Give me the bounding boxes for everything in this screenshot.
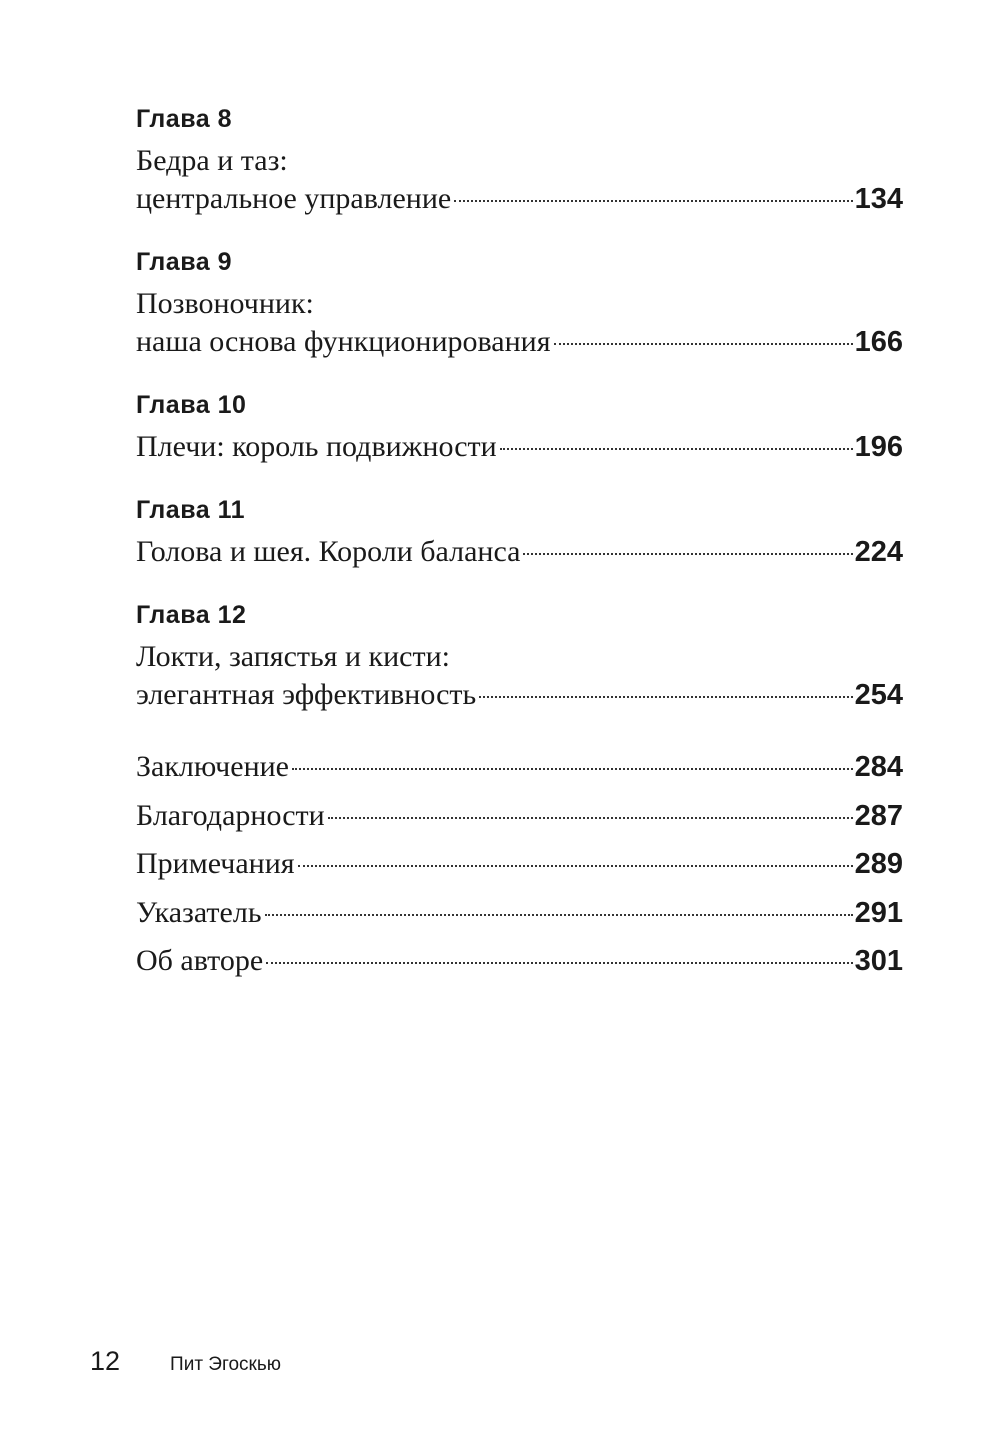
dot-leader	[454, 200, 852, 202]
toc-entry-row	[136, 323, 903, 361]
toc-entry-row	[136, 676, 903, 714]
footer-page-number: 12	[90, 1346, 121, 1376]
chapter-label: Глава 10	[136, 391, 247, 419]
toc-entry-row	[136, 889, 903, 938]
chapter-label: Глава 9	[136, 248, 233, 276]
chapter-label: Глава 11	[136, 496, 246, 524]
toc-back-matter	[136, 743, 903, 986]
chapter-title-line: Голова и шея. Короли баланса	[136, 535, 521, 568]
chapter-title-line: Бедра и таз:	[136, 144, 288, 177]
dot-leader	[554, 343, 853, 345]
dot-leader	[265, 914, 853, 916]
page-number: 301	[854, 945, 903, 977]
dot-leader	[298, 865, 853, 867]
table-of-contents	[136, 104, 903, 986]
entry-title: Благодарности	[136, 798, 325, 832]
dot-leader	[266, 962, 852, 964]
toc-chapter-11	[136, 495, 903, 571]
dot-leader	[292, 768, 853, 770]
toc-entry-row	[136, 937, 903, 986]
toc-chapter-12	[136, 600, 903, 714]
toc-entry-row	[136, 180, 903, 218]
dot-leader	[523, 553, 852, 555]
dot-leader	[479, 696, 852, 698]
dot-leader	[328, 817, 853, 819]
entry-title: Примечания	[136, 847, 295, 880]
page-number: 289	[854, 848, 903, 880]
chapter-title-line: Плечи: король подвижности	[136, 430, 497, 463]
toc-chapter-9	[136, 247, 903, 361]
page-number: 291	[854, 896, 903, 929]
page-number: 224	[854, 536, 903, 568]
page-footer	[90, 1346, 281, 1377]
chapter-label: Глава 8	[136, 105, 233, 133]
footer-author: Пит Эгоскью	[170, 1354, 281, 1375]
chapter-title-line: Позвоночник:	[136, 287, 314, 320]
chapter-title-line: Локти, запястья и кисти:	[136, 640, 450, 673]
page-number: 166	[854, 326, 903, 358]
chapter-title-line: наша основа функционирования	[136, 325, 551, 358]
toc-chapter-8	[136, 104, 903, 218]
page-number: 196	[854, 431, 903, 463]
entry-title: Заключение	[136, 750, 289, 783]
chapter-title-line: центральное управление	[136, 182, 452, 215]
toc-entry-row	[136, 792, 903, 841]
toc-chapter-10	[136, 390, 903, 466]
toc-entry-row	[136, 428, 903, 466]
toc-entry-row	[136, 840, 903, 889]
page-number: 134	[854, 183, 903, 215]
entry-title: Указатель	[136, 895, 262, 929]
page-number: 254	[854, 679, 903, 711]
entry-title: Об авторе	[136, 944, 264, 977]
page-number: 284	[854, 751, 903, 783]
chapter-label: Глава 12	[136, 601, 247, 629]
toc-entry-row	[136, 743, 903, 792]
dot-leader	[500, 448, 853, 450]
toc-entry-row	[136, 533, 903, 571]
page-number: 287	[854, 799, 903, 832]
chapter-title-line: элегантная эффективность	[136, 678, 477, 711]
